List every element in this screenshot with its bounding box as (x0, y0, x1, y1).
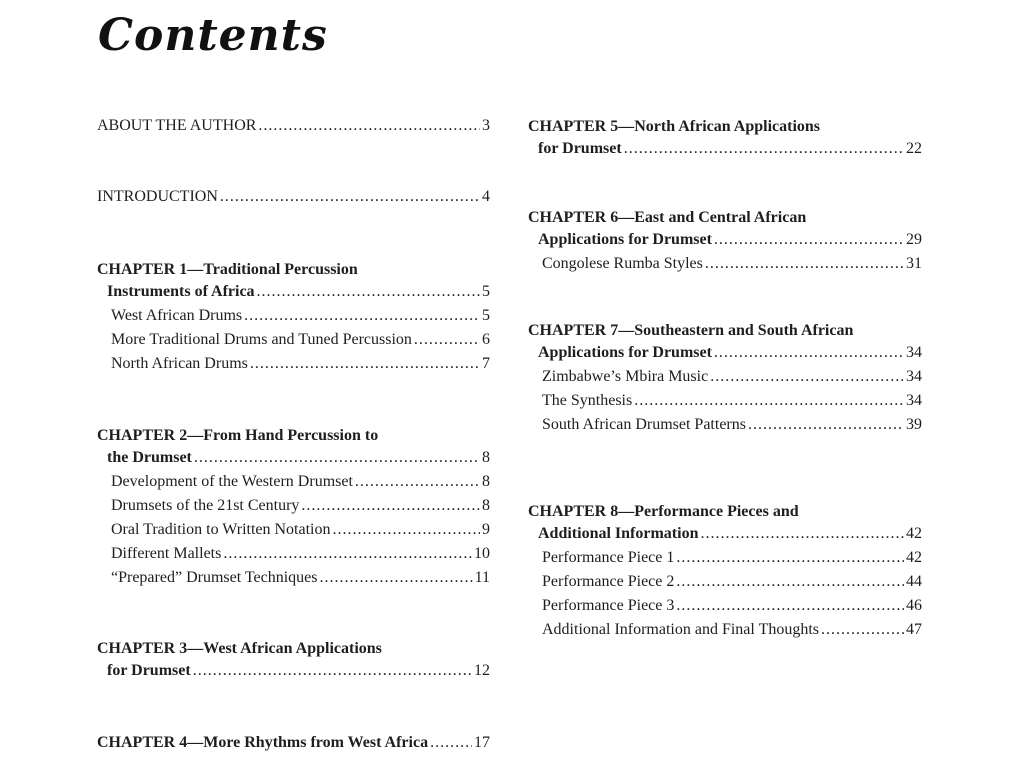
toc-page-number: 7 (482, 355, 490, 372)
toc-page-number: 46 (906, 597, 922, 614)
toc-chapter-2[interactable] (97, 425, 490, 590)
toc-subentry[interactable] (97, 566, 490, 590)
toc-chapter-5[interactable] (528, 116, 922, 161)
chapter-heading-cont: for Drumset (107, 662, 191, 679)
toc-page-number: 6 (482, 331, 490, 348)
chapter-heading-cont: Instruments of Africa (107, 283, 255, 300)
dot-leader (676, 594, 904, 618)
toc-page-number: 31 (906, 255, 922, 272)
toc-subentry-label: Development of the Western Drumset (111, 473, 353, 490)
toc-page-number: 8 (482, 497, 490, 514)
toc-page-number: 12 (474, 662, 490, 679)
toc-subentry-label: The Synthesis (542, 392, 633, 409)
toc-subentry[interactable] (97, 328, 490, 352)
dot-leader (700, 522, 904, 546)
toc-entry-label: INTRODUCTION (97, 188, 218, 205)
dot-leader (676, 570, 904, 594)
toc-subentry[interactable] (528, 618, 922, 642)
toc-subentry-label: Different Mallets (111, 545, 222, 562)
toc-page-number: 39 (906, 416, 922, 433)
toc-page-number: 8 (482, 473, 490, 490)
chapter-heading: CHAPTER 6—East and Central African (528, 209, 807, 226)
dot-leader (634, 389, 904, 413)
chapter-heading: CHAPTER 8—Performance Pieces and (528, 503, 799, 520)
toc-subentry-label: Zimbabwe’s Mbira Music (542, 368, 709, 385)
chapter-heading-cont: the Drumset (107, 449, 192, 466)
dot-leader (193, 659, 472, 683)
toc-entry-about-author[interactable] (97, 114, 490, 138)
dot-leader (705, 252, 904, 276)
chapter-heading-cont: Applications for Drumset (538, 344, 712, 361)
dot-leader (244, 304, 480, 328)
page-title: Contents (98, 10, 328, 61)
toc-subentry[interactable] (528, 365, 922, 389)
dot-leader (194, 446, 480, 470)
toc-subentry-label: Performance Piece 3 (542, 597, 675, 614)
toc-page-number: 44 (906, 573, 922, 590)
toc-page-number: 11 (474, 569, 490, 586)
toc-subentry-label: Additional Information and Final Thoughts (542, 621, 820, 638)
dot-leader (250, 352, 480, 376)
dot-leader (355, 470, 480, 494)
dot-leader (714, 228, 904, 252)
dot-leader (821, 618, 904, 642)
toc-page-number: 10 (474, 545, 490, 562)
toc-subentry[interactable] (528, 252, 922, 276)
toc-page-number: 22 (906, 140, 922, 157)
dot-leader (676, 546, 904, 570)
dot-leader (257, 280, 480, 304)
toc-page-number: 5 (482, 283, 490, 300)
toc-subentry-label: Performance Piece 1 (542, 549, 675, 566)
toc-subentry-label: Performance Piece 2 (542, 573, 675, 590)
chapter-heading: CHAPTER 1—Traditional Percussion (97, 261, 358, 278)
chapter-heading-cont: for Drumset (538, 140, 622, 157)
toc-chapter-7[interactable] (528, 320, 922, 437)
dot-leader (320, 566, 473, 590)
toc-chapter-4[interactable] (97, 731, 490, 755)
toc-page-number: 4 (482, 188, 490, 205)
dot-leader (258, 114, 480, 138)
toc-page-number: 47 (906, 621, 922, 638)
toc-subentry-label: West African Drums (111, 307, 243, 324)
toc-entry-introduction[interactable] (97, 185, 490, 209)
toc-subentry[interactable] (528, 413, 922, 437)
toc-subentry-label: North African Drums (111, 355, 248, 372)
toc-page-number: 9 (482, 521, 490, 538)
toc-chapter-1[interactable] (97, 259, 490, 376)
toc-subentry[interactable] (97, 542, 490, 566)
toc-page-number: 34 (906, 392, 922, 409)
toc-page-number: 42 (906, 549, 922, 566)
toc-subentry[interactable] (528, 546, 922, 570)
chapter-heading-cont: Applications for Drumset (538, 231, 712, 248)
toc-page-number: 29 (906, 231, 922, 248)
dot-leader (223, 542, 472, 566)
toc-chapter-3[interactable] (97, 638, 490, 683)
dot-leader (333, 518, 481, 542)
dot-leader (714, 341, 904, 365)
toc-subentry[interactable] (97, 304, 490, 328)
toc-subentry[interactable] (97, 494, 490, 518)
toc-subentry[interactable] (97, 470, 490, 494)
dot-leader (301, 494, 480, 518)
dot-leader (710, 365, 904, 389)
dot-leader (430, 731, 472, 755)
toc-chapter-6[interactable] (528, 207, 922, 276)
toc-page-number: 5 (482, 307, 490, 324)
toc-entry-label: ABOUT THE AUTHOR (97, 117, 257, 134)
toc-subentry-label: More Traditional Drums and Tuned Percussion (111, 331, 412, 348)
toc-chapter-8[interactable] (528, 501, 922, 642)
toc-page-number: 17 (474, 734, 490, 751)
chapter-heading: CHAPTER 3—West African Applications (97, 640, 382, 657)
toc-page-number: 3 (482, 117, 490, 134)
dot-leader (414, 328, 480, 352)
chapter-heading: CHAPTER 2—From Hand Percussion to (97, 427, 379, 444)
chapter-heading: CHAPTER 7—Southeastern and South African (528, 322, 854, 339)
chapter-heading: CHAPTER 4—More Rhythms from West Africa (97, 734, 429, 751)
toc-page-number: 34 (906, 368, 922, 385)
chapter-heading: CHAPTER 5—North African Applications (528, 118, 821, 135)
toc-page-number: 8 (482, 449, 490, 466)
toc-subentry-label: “Prepared” Drumset Techniques (111, 569, 318, 586)
toc-subentry[interactable] (528, 570, 922, 594)
dot-leader (220, 185, 480, 209)
toc-subentry[interactable] (528, 389, 922, 413)
toc-subentry[interactable] (97, 352, 490, 376)
toc-subentry-label: Drumsets of the 21st Century (111, 497, 300, 514)
dot-leader (748, 413, 904, 437)
toc-subentry[interactable] (97, 518, 490, 542)
toc-subentry-label: South African Drumset Patterns (542, 416, 746, 433)
toc-page-number: 34 (906, 344, 922, 361)
chapter-heading-cont: Additional Information (538, 525, 699, 542)
toc-subentry-label: Congolese Rumba Styles (542, 255, 703, 272)
toc-subentry[interactable] (528, 594, 922, 618)
toc-page-number: 42 (906, 525, 922, 542)
toc-subentry-label: Oral Tradition to Written Notation (111, 521, 331, 538)
dot-leader (624, 137, 904, 161)
